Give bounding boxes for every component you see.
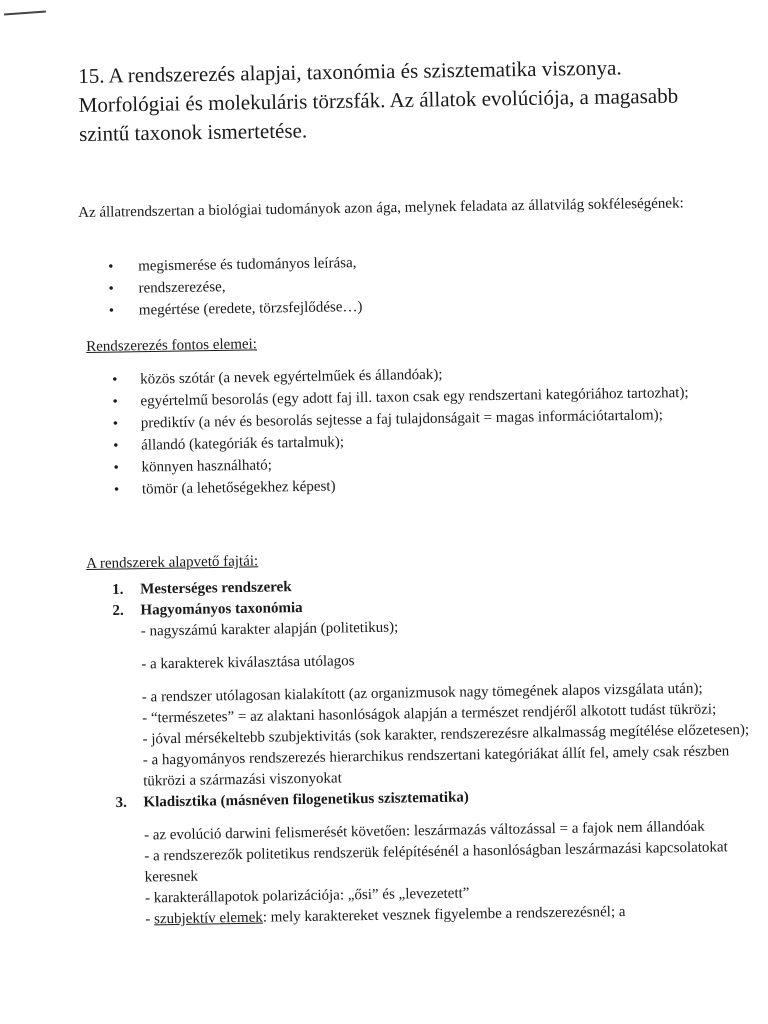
- list-item: • egyértelmű besorolás (egy adott faj ill. taxon csak egy rendszertani kategóriához tartozhat);: [112, 382, 722, 413]
- item-number: 2.: [112, 602, 124, 619]
- list-item: • könnyen használható;: [113, 448, 723, 479]
- intro-paragraph: Az állatrendszertan a biológiai tudományok azon ága, melynek feladata az állatvilág sokféleségének:: [78, 195, 684, 221]
- sentence-rest: : mely karaktereket vesznek figyelembe a rendszerezésnél; a: [262, 903, 626, 926]
- elements-list: [112, 360, 724, 502]
- elements-heading: Rendszerezés fontos elemei:: [86, 336, 258, 355]
- type-item-cladistics: [115, 783, 767, 931]
- item-number: 1.: [112, 581, 124, 598]
- list-item: • rendszerezése,: [108, 269, 708, 300]
- list-item: - a rendszer utólagosan kialakított (az organizmusok nagy tömegének alapos vizsgálata után);: [141, 680, 703, 706]
- list-item: • tömör (a lehetőségekhez képest): [114, 470, 724, 501]
- list-item: - karakterállapotok polarizációja: „ősi” és „levezetett”: [144, 885, 470, 907]
- list-item: - a hagyományos rendszerezés hierarchikus rendszertani kategóriákat állít fel, amely csak részben tükrözi a származási viszonyokat: [142, 743, 730, 790]
- list-item: • állandó (kategóriák és tartalmuk);: [113, 426, 723, 457]
- list-item: • megértése (eredete, törzsfejlődése…): [109, 291, 709, 322]
- intro-bullet-list: [108, 247, 709, 322]
- item-number: 3.: [115, 794, 127, 811]
- types-list: [112, 570, 767, 931]
- list-item: - a karakterek kiválasztása utólagos: [141, 653, 355, 673]
- types-heading: A rendszerek alapvető fajtái:: [86, 553, 259, 572]
- dash-prefix: -: [145, 911, 155, 928]
- item-heading: Kladisztika (másnéven filogenetikus szisztematika): [143, 789, 469, 811]
- page-title: 15. A rendszerezés alapjai, taxonómia és szisztematika viszonya. Morfológiai és molekuláris törzsfák. Az állatok evolúciója, a magasabb szintű taxonok ismertetése.: [78, 55, 679, 146]
- list-item: • prediktív (a név és besorolás sejtesse a faj tulajdonságait = magas információtartalom);: [113, 404, 723, 435]
- scan-mark: [4, 11, 46, 16]
- list-item: - “természetes” = az alaktani hasonlóságok alapján a természet rendjéről alkotott tudást tükrözi;: [142, 701, 717, 727]
- underlined-term: szubjektív elemek: [153, 909, 263, 928]
- sub-list: [144, 816, 768, 931]
- item-heading: Mesterséges rendszerek: [140, 579, 292, 598]
- list-item: - a rendszerezők politetikus rendszerük felépítésénél a hasonlóságban leszármazási kapcsolatokat keresnek: [144, 839, 728, 886]
- sub-list: [141, 612, 766, 793]
- type-item-traditional: [112, 591, 765, 793]
- list-item: • megismerése és tudományos leírása,: [108, 247, 708, 278]
- list-item: • közös szótár (a nevek egyértelműek és állandóak);: [112, 360, 722, 391]
- list-item: - nagyszámú karakter alapján (politetikus);: [140, 619, 399, 640]
- list-item: - jóval mérsékeltebb szubjektivitás (sok karakter, rendszerezésre alkalmasság megítélése előzetesen);: [142, 722, 750, 748]
- item-heading: Hagyományos taxonómia: [140, 600, 303, 619]
- list-item: - az evolúció darwini felismerését követően: leszármazás változással = a fajok nem állandóak: [143, 818, 705, 844]
